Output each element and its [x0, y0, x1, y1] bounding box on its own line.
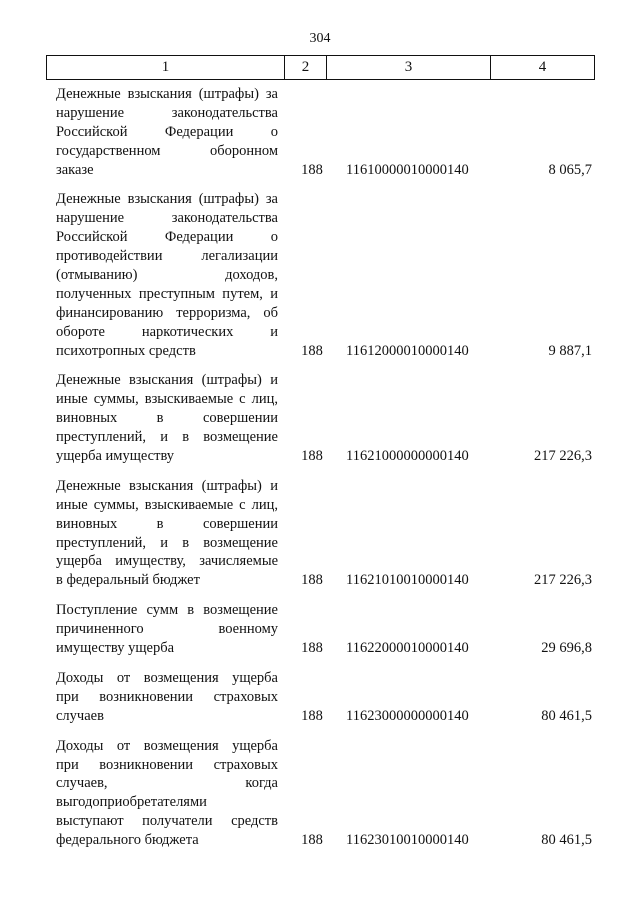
admin-code-cell: 188 [301, 707, 323, 724]
description-line: финансированию терроризма, об [56, 304, 278, 321]
table-row [0, 85, 640, 179]
row-description [56, 669, 278, 726]
description-line: случаев, когда [56, 775, 278, 792]
amount-cell: 217 226,3 [534, 448, 592, 465]
admin-code-cell: 188 [301, 448, 323, 465]
budget-code-cell: 11621010010000140 [346, 572, 469, 589]
budget-code-cell: 11623010010000140 [346, 832, 469, 849]
amount-cell: 29 696,8 [541, 640, 592, 657]
description-line: в федеральный бюджет [56, 572, 200, 589]
description-line: нарушение законодательства [56, 210, 278, 227]
budget-code-cell: 11622000010000140 [346, 640, 469, 657]
admin-code-cell: 188 [301, 342, 323, 359]
row-description [56, 477, 278, 590]
column-header-1: 1 [47, 56, 285, 80]
table-body [0, 85, 640, 861]
column-header-table [46, 55, 595, 80]
description-line: (отмыванию) доходов, [56, 267, 278, 284]
column-header-4: 4 [491, 56, 595, 80]
amount-cell: 9 887,1 [548, 342, 592, 359]
description-line: преступлений, и в возмещение [56, 429, 278, 446]
amount-cell: 80 461,5 [541, 832, 592, 849]
description-line: обороте наркотических и [56, 323, 278, 340]
description-line: преступлений, и в возмещение [56, 534, 278, 551]
description-line: ущерба имуществу, зачисляемые [56, 553, 278, 570]
description-line: Доходы от возмещения ущерба [56, 669, 278, 686]
description-line: федерального бюджета [56, 832, 199, 849]
description-line: Денежные взыскания (штрафы) за [56, 86, 278, 102]
description-line: при возникновении страховых [56, 688, 278, 705]
description-line: Денежные взыскания (штрафы) и [56, 477, 278, 494]
description-line: Доходы от возмещения ущерба [56, 737, 278, 754]
description-line: виновных в совершении [56, 515, 278, 532]
description-line: психотропных средств [56, 342, 196, 359]
description-line: нарушение законодательства [56, 104, 278, 121]
description-line: заказе [56, 161, 94, 178]
row-description [56, 190, 278, 360]
row-description [56, 371, 278, 465]
description-line: случаев [56, 707, 104, 724]
table-row [0, 190, 640, 360]
admin-code-cell: 188 [301, 832, 323, 849]
amount-cell: 217 226,3 [534, 572, 592, 589]
description-line: иные суммы, взыскиваемые с лиц, [56, 496, 278, 513]
table-row [0, 669, 640, 726]
row-description [56, 85, 278, 179]
admin-code-cell: 188 [301, 161, 323, 178]
column-header-row [47, 56, 595, 80]
column-header-3: 3 [327, 56, 491, 80]
table-row [0, 737, 640, 850]
table-row [0, 371, 640, 465]
amount-cell: 8 065,7 [548, 161, 592, 178]
column-header-2: 2 [285, 56, 327, 80]
description-line: Поступление сумм в возмещение [56, 602, 278, 619]
description-line: Денежные взыскания (штрафы) и [56, 372, 278, 389]
description-line: выступают получатели средств [56, 813, 278, 830]
amount-cell: 80 461,5 [541, 707, 592, 724]
admin-code-cell: 188 [301, 640, 323, 657]
admin-code-cell: 188 [301, 572, 323, 589]
description-line: причиненного военному [56, 621, 278, 638]
description-line: государственном оборонном [56, 142, 278, 159]
row-description [56, 737, 278, 850]
budget-code-cell: 11621000000000140 [346, 448, 469, 465]
row-description [56, 601, 278, 658]
description-line: при возникновении страховых [56, 756, 278, 773]
description-line: Денежные взыскания (штрафы) за [56, 191, 278, 208]
description-line: выгодоприобретателями [56, 794, 207, 811]
description-line: полученных преступным путем, и [56, 285, 278, 302]
table-row [0, 477, 640, 590]
description-line: Российской Федерации о [56, 229, 278, 246]
description-line: имуществу ущерба [56, 640, 175, 657]
description-line: Российской Федерации о [56, 123, 278, 140]
budget-code-cell: 11612000010000140 [346, 342, 469, 359]
description-line: иные суммы, взыскиваемые с лиц, [56, 391, 278, 408]
budget-code-cell: 11610000010000140 [346, 161, 469, 178]
description-line: виновных в совершении [56, 410, 278, 427]
description-line: противодействии легализации [56, 248, 278, 265]
table-row [0, 601, 640, 658]
description-line: ущерба имуществу [56, 448, 175, 465]
page-number: 304 [309, 31, 331, 46]
budget-code-cell: 11623000000000140 [346, 707, 469, 724]
